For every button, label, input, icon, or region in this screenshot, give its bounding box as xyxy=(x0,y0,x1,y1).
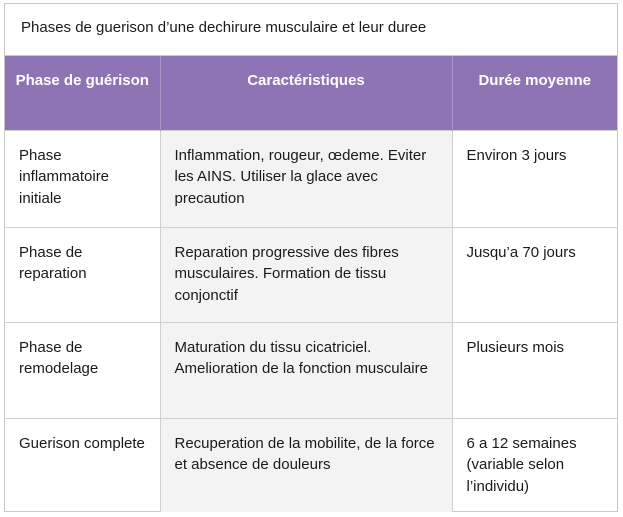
cell-characteristics: Inflammation, rougeur, œdeme. Eviter les AINS. Utiliser la glace avec precaution xyxy=(160,130,452,227)
cell-characteristics: Maturation du tissu cicatriciel. Amelioration de la fonction musculaire xyxy=(160,322,452,418)
cell-phase: Guerison complete xyxy=(5,418,160,512)
cell-duration: Jusqu’a 70 jours xyxy=(452,227,617,322)
table-row xyxy=(5,130,617,227)
cell-characteristics: Recuperation de la mobilite, de la force et absence de douleurs xyxy=(160,418,452,512)
header-row xyxy=(5,56,617,130)
header-duration: Durée moyenne xyxy=(452,56,617,130)
cell-characteristics: Reparation progressive des fibres musculaires. Formation de tissu conjonctif xyxy=(160,227,452,322)
cell-duration: 6 a 12 semaines (variable selon l’individu) xyxy=(452,418,617,512)
cell-phase: Phase de remodelage xyxy=(5,322,160,418)
table-caption: Phases de guerison d’une dechirure musculaire et leur duree xyxy=(5,4,617,56)
header-characteristics: Caractéristiques xyxy=(160,56,452,130)
header-phase: Phase de guérison xyxy=(5,56,160,130)
table-row xyxy=(5,227,617,322)
healing-phases-table xyxy=(5,56,617,512)
table-row xyxy=(5,322,617,418)
cell-phase: Phase inflammatoire initiale xyxy=(5,130,160,227)
cell-duration: Plusieurs mois xyxy=(452,322,617,418)
table-container xyxy=(4,3,618,512)
cell-phase: Phase de reparation xyxy=(5,227,160,322)
cell-duration: Environ 3 jours xyxy=(452,130,617,227)
table-row xyxy=(5,418,617,512)
